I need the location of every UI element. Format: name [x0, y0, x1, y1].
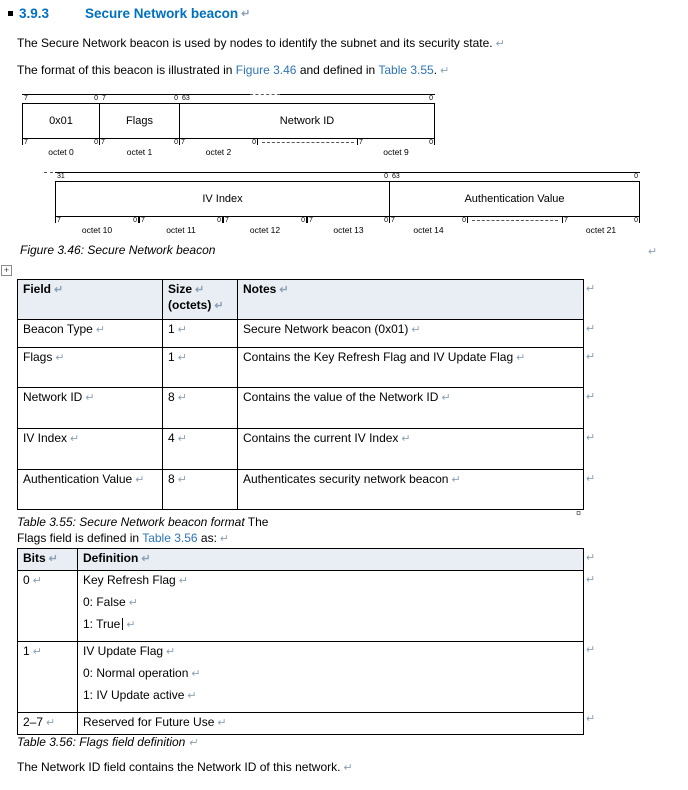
- table-row-beacon-type: [18, 320, 584, 348]
- paragraph-mark: ↵: [440, 65, 450, 77]
- paragraph-mark: ↵: [195, 284, 205, 296]
- paragraph-text: The format of this beacon is illustrated in: [17, 63, 236, 77]
- continuation-dashes: [44, 172, 53, 173]
- bit-number-low: 0: [94, 95, 98, 102]
- paragraph-mark: ↵: [586, 644, 596, 656]
- cell-definition: [78, 642, 584, 713]
- section-number: 3.9.3: [19, 6, 50, 21]
- octet-label: octet 10: [81, 225, 113, 235]
- cell-field: [18, 388, 163, 429]
- tick-number-low: 0: [133, 217, 137, 224]
- header-text: (octets): [168, 298, 212, 312]
- cell-text: IV Index: [23, 431, 68, 445]
- field-box-network-id: [179, 103, 435, 139]
- paragraph-mark: ↵: [135, 474, 145, 486]
- table-row-bit-1: [18, 642, 584, 713]
- paragraph-mark: ↵: [188, 737, 198, 749]
- paragraph-mark: ↵: [95, 324, 106, 336]
- paragraph-mark: ↵: [177, 474, 187, 486]
- cell-text: Authentication Value: [23, 472, 133, 486]
- cell-field: [18, 470, 163, 510]
- tick-number-low: 0: [384, 217, 388, 224]
- definition-line: [83, 666, 578, 682]
- definition-line: [83, 688, 578, 704]
- cell-notes: [238, 320, 584, 348]
- caption-text: Table 3.56: Flags field definition: [17, 735, 186, 749]
- octet-ticks: [357, 139, 435, 145]
- paragraph-mark: ↵: [451, 474, 461, 486]
- cell-text: Contains the current IV Index: [243, 431, 399, 445]
- paragraph-mark: ↵: [166, 646, 176, 658]
- tick-number-low: 0: [634, 217, 638, 224]
- link-table-3-55[interactable]: Table 3.55: [378, 63, 434, 77]
- paragraph-mark: ↵: [586, 473, 596, 485]
- cell-text: Secure Network beacon (0x01): [243, 322, 409, 336]
- bit-number-high: 7: [102, 95, 106, 102]
- link-table-3-56[interactable]: Table 3.56: [142, 531, 198, 545]
- cell-text: 4: [168, 431, 175, 445]
- definition-line: [83, 617, 578, 633]
- column-header-notes: [238, 280, 584, 320]
- table-3-56: [17, 548, 584, 735]
- octet-cell: [357, 139, 435, 157]
- caption-line: [17, 514, 268, 530]
- table-header-row: [18, 549, 584, 571]
- paragraph-mark: ↵: [441, 392, 451, 404]
- column-header-definition: [78, 549, 584, 571]
- paragraph-mark: ↵: [586, 283, 596, 295]
- field-box-flags: [99, 103, 180, 139]
- bit-number-high: 7: [24, 95, 28, 102]
- cell-text: Contains the Key Refresh Flag and IV Update Flag: [243, 350, 514, 364]
- paragraph-mark: ↵: [126, 619, 136, 631]
- field-box-label: Authentication Value: [464, 193, 565, 205]
- paragraph-mark: ↵: [32, 646, 42, 658]
- cell-bits: [18, 713, 78, 735]
- field-box-label: Flags: [126, 115, 153, 127]
- field-box-label: IV Index: [202, 193, 243, 205]
- paragraph-mark: ↵: [214, 300, 224, 312]
- bit-scale: [22, 94, 100, 103]
- cell-size: [163, 388, 238, 429]
- cell-field: [18, 429, 163, 470]
- column-header-field: [18, 280, 163, 320]
- field-box-label: 0x01: [49, 115, 73, 127]
- figure-3-46-diagram: [0, 92, 688, 242]
- octet-cell: [55, 217, 139, 235]
- paragraph-mark: ↵: [141, 553, 151, 565]
- octet-label: octet 1: [126, 147, 153, 157]
- tick-number-low: 0: [429, 139, 433, 146]
- column-header-size: [163, 280, 238, 320]
- octet-ticks: [55, 217, 139, 223]
- paragraph-mark: ↵: [70, 433, 80, 445]
- format-paragraph: [17, 63, 449, 77]
- tick-number-high: 7: [57, 217, 61, 224]
- tick-number-high: 7: [309, 217, 313, 224]
- header-text: Notes: [243, 282, 277, 296]
- bit-number-high: 63: [182, 95, 190, 102]
- paragraph-mark: ↵: [187, 690, 197, 702]
- tick-number-high: 7: [391, 217, 395, 224]
- paragraph-mark: ↵: [48, 553, 58, 565]
- cell-field: [18, 348, 163, 388]
- paragraph-mark: ↵: [516, 352, 526, 364]
- intro-paragraph: [17, 36, 505, 50]
- octet-cell: [179, 139, 258, 157]
- paragraph-mark: ↵: [178, 575, 188, 587]
- paragraph-mark: ↵: [411, 324, 421, 336]
- table-3-55: [17, 279, 584, 510]
- field-box-iv-index: [55, 181, 390, 217]
- octet-label: octet 21: [585, 225, 617, 235]
- cell-text: 1: [168, 350, 175, 364]
- bit-scale: [55, 172, 390, 181]
- paragraph-mark: ↵: [177, 324, 187, 336]
- paragraph-mark: ↵: [46, 717, 56, 729]
- caption-text: The: [244, 515, 269, 529]
- definition-line: [83, 644, 578, 660]
- octet-label: octet 14: [413, 225, 444, 235]
- table-move-handle-icon[interactable]: +: [1, 265, 12, 276]
- header-line: [168, 282, 232, 298]
- cell-text: IV Update Flag: [83, 644, 164, 658]
- tick-number-high: 7: [101, 139, 105, 146]
- paragraph-mark: ↵: [241, 8, 251, 20]
- table-header-row: [18, 280, 584, 320]
- cell-bits: [18, 571, 78, 642]
- paragraph-mark: ↵: [586, 432, 596, 444]
- paragraph-mark: ↵: [586, 351, 596, 363]
- octet-label: octet 12: [249, 225, 281, 235]
- octet-label: octet 2: [205, 147, 232, 157]
- bit-number-low: 0: [384, 173, 388, 180]
- octet-ticks: [307, 217, 390, 223]
- cell-size: [163, 348, 238, 388]
- paragraph-mark: ↵: [279, 284, 289, 296]
- bit-number-low: 0: [174, 95, 178, 102]
- octet-ticks: [99, 139, 180, 145]
- paragraph-text: The Secure Network beacon is used by nodes to identify the subnet and its security state.: [17, 36, 493, 50]
- cell-text: Network ID: [23, 390, 83, 404]
- octet-label: octet 9: [383, 147, 409, 157]
- bit-scale: [180, 94, 435, 103]
- cell-text: 0: False: [83, 595, 126, 609]
- paragraph-mark: ↵: [586, 713, 596, 725]
- cell-notes: [238, 429, 584, 470]
- cell-text: 8: [168, 472, 175, 486]
- tick-number-low: 0: [252, 139, 256, 146]
- table-row-authentication-value: [18, 470, 584, 510]
- paragraph-mark: ↵: [586, 574, 596, 586]
- octet-ticks: [223, 217, 307, 223]
- tick-number-low: 0: [94, 139, 98, 146]
- paragraph-mark: ↵: [217, 717, 227, 729]
- paragraph-mark: ↵: [343, 762, 353, 774]
- paragraph-mark: ↵: [54, 284, 64, 296]
- table-row-iv-index: [18, 429, 584, 470]
- octet-cell: [99, 139, 180, 157]
- section-heading: [8, 6, 250, 21]
- paragraph-mark: ↵: [177, 392, 187, 404]
- caption-text: Table 3.55: Secure Network beacon format: [17, 515, 245, 529]
- paragraph-mark: ↵: [586, 391, 596, 403]
- cell-text: 1: IV Update active: [83, 688, 185, 702]
- cell-text: Flags: [23, 350, 53, 364]
- bit-number-high: 63: [392, 173, 400, 180]
- table-3-55-caption: [17, 514, 268, 547]
- tick-number-high: 7: [359, 139, 363, 146]
- cell-text: Beacon Type: [23, 322, 93, 336]
- bit-scale: [100, 94, 180, 103]
- caption-text: Flags field is defined in: [17, 531, 143, 545]
- octet-cell: [223, 217, 307, 235]
- octet-label: octet 11: [166, 225, 196, 235]
- paragraph-mark: ↵: [586, 552, 596, 564]
- header-line: [168, 298, 232, 314]
- tick-number-high: 7: [24, 139, 28, 146]
- field-box-label: Network ID: [279, 115, 335, 127]
- cell-text: 0: Normal operation: [83, 666, 189, 680]
- paragraph-text: and defined in: [296, 63, 379, 77]
- octet-cell: [562, 217, 640, 235]
- definition-line: [83, 595, 578, 611]
- paragraph-text: The Network ID field contains the Network ID of this network.: [17, 760, 341, 774]
- octet-break-dashes: [262, 142, 354, 143]
- table-row-bits-2-7: [18, 713, 584, 735]
- cell-bits: [18, 642, 78, 713]
- tick-number-high: 7: [141, 217, 145, 224]
- paragraph-text: .: [433, 63, 438, 77]
- header-text: Definition: [83, 551, 139, 565]
- octet-ticks: [22, 139, 100, 145]
- cell-size: [163, 429, 238, 470]
- cell-text: Key Refresh Flag: [83, 573, 176, 587]
- table-row-flags: [18, 348, 584, 388]
- link-figure-3-46[interactable]: Figure 3.46: [235, 63, 297, 77]
- table-3-56-caption: [17, 735, 198, 749]
- octet-label: octet 13: [333, 225, 364, 235]
- cell-text: Authenticates security network beacon: [243, 472, 449, 486]
- cell-text: Contains the value of the Network ID: [243, 390, 439, 404]
- tick-number-high: 7: [564, 217, 568, 224]
- table-row-network-id: [18, 388, 584, 429]
- cell-size: [163, 320, 238, 348]
- octet-ticks: [562, 217, 640, 223]
- octet-break-dashes: [472, 220, 558, 221]
- cell-notes: [238, 388, 584, 429]
- cell-text: 8: [168, 390, 175, 404]
- table-row-bit-0: [18, 571, 584, 642]
- tick-number-low: 0: [174, 139, 178, 146]
- cell-text: 0: [23, 573, 30, 587]
- paragraph-mark: ↵: [32, 575, 42, 587]
- header-text: Bits: [23, 551, 46, 565]
- paragraph-mark: ↵: [401, 433, 411, 445]
- paragraph-mark: ↵: [191, 668, 201, 680]
- octet-ticks: [139, 217, 223, 223]
- closing-paragraph: [17, 760, 353, 774]
- octet-ticks: [389, 217, 468, 223]
- header-text: Size: [168, 282, 193, 296]
- text-cursor: [122, 618, 123, 630]
- figure-caption: [20, 243, 215, 257]
- cell-field: [18, 320, 163, 348]
- cell-definition: [78, 571, 584, 642]
- cell-notes: [238, 348, 584, 388]
- caption-text: Figure 3.46: Secure Network beacon: [20, 243, 216, 257]
- header-text: Field: [23, 282, 52, 296]
- cell-definition: [78, 713, 584, 735]
- bit-number-low: 0: [634, 173, 638, 180]
- tick-number-high: 7: [225, 217, 229, 224]
- cell-size: [163, 470, 238, 510]
- paragraph-mark: ↵: [85, 392, 95, 404]
- octet-label: octet 0: [48, 147, 74, 157]
- scale-break-dashes: [250, 94, 280, 97]
- section-title: Secure Network beacon: [85, 6, 239, 21]
- caption-line: [17, 530, 268, 547]
- paragraph-mark: ↵: [177, 433, 187, 445]
- bit-number-low: 0: [429, 95, 433, 102]
- octet-cell: [22, 139, 100, 157]
- paragraph-mark: ↵: [219, 533, 230, 545]
- cell-text: 1: [23, 644, 30, 658]
- tick-number-low: 0: [301, 217, 305, 224]
- cell-text: 1: True: [83, 617, 121, 631]
- paragraph-mark: ↵: [495, 38, 505, 50]
- end-of-table-mark: ¤: [576, 508, 582, 518]
- bit-number-high: 31: [57, 173, 65, 180]
- cell-text: 1: [168, 322, 175, 336]
- cell-text: 2–7: [23, 715, 44, 729]
- tick-number-low: 0: [217, 217, 221, 224]
- tick-number-low: 0: [462, 217, 466, 224]
- list-bullet-icon: [8, 11, 13, 16]
- paragraph-mark: ↵: [128, 597, 138, 609]
- octet-ticks: [179, 139, 258, 145]
- paragraph-mark: ↵: [177, 352, 187, 364]
- paragraph-mark: ↵: [586, 323, 596, 335]
- column-header-bits: [18, 549, 78, 571]
- paragraph-mark: ↵: [55, 352, 65, 364]
- bit-scale: [390, 172, 640, 181]
- tick-number-high: 7: [181, 139, 185, 146]
- cell-notes: [238, 470, 584, 510]
- field-box-beacon-type: [22, 103, 100, 139]
- cell-text: Reserved for Future Use: [83, 715, 215, 729]
- caption-text: as:: [197, 531, 217, 545]
- paragraph-mark: ↵: [648, 246, 658, 258]
- definition-line: [83, 573, 578, 589]
- octet-cell: [307, 217, 390, 235]
- octet-cell: [389, 217, 468, 235]
- field-box-authentication-value: [389, 181, 640, 217]
- octet-cell: [139, 217, 223, 235]
